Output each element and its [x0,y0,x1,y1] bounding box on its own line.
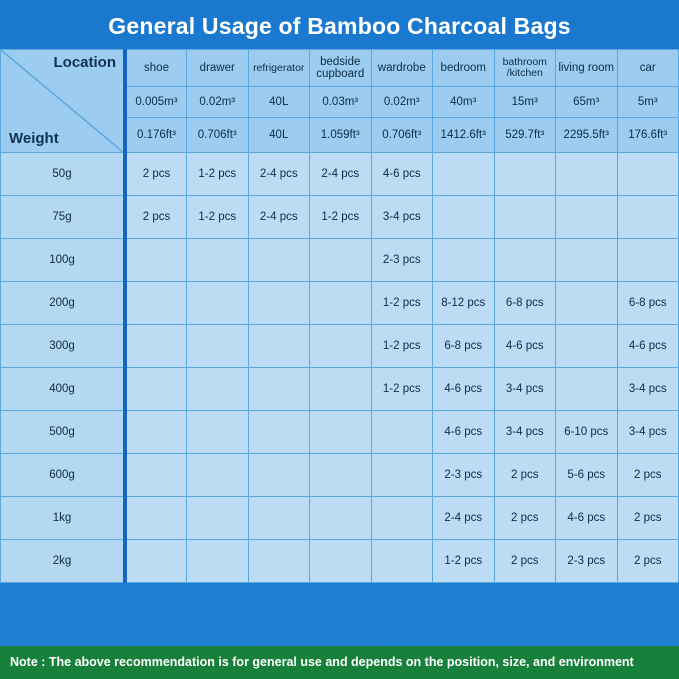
cell-1kg-refrigerator [248,497,310,540]
cell-100g-car [617,239,679,282]
cell-400g-wardrobe: 1-2 pcs [371,368,433,411]
cell-600g-refrigerator [248,454,310,497]
row-weight-500g: 500g [1,411,126,454]
column-header-shoe: shoe [125,50,187,87]
cell-2kg-car: 2 pcs [617,540,679,583]
column-volume-imperial-living-room: 2295.5ft³ [556,118,618,153]
cell-1kg-drawer [187,497,249,540]
cell-300g-refrigerator [248,325,310,368]
cell-500g-bedroom: 4-6 pcs [433,411,495,454]
cell-2kg-shoe [125,540,187,583]
column-volume-metric-wardrobe: 0.02m³ [371,87,433,118]
column-volume-metric-shoe: 0.005m³ [125,87,187,118]
table-row [1,196,679,239]
column-volume-metric-refrigerator: 40L [248,87,310,118]
cell-500g-shoe [125,411,187,454]
cell-600g-wardrobe [371,454,433,497]
table-row [1,540,679,583]
cell-1kg-bedroom: 2-4 pcs [433,497,495,540]
cell-100g-wardrobe: 2-3 pcs [371,239,433,282]
column-header-bathroom-kitchen: bathroom /kitchen [494,50,556,87]
cell-200g-bedside-cupboard [310,282,372,325]
cell-400g-drawer [187,368,249,411]
cell-600g-bathroom-kitchen: 2 pcs [494,454,556,497]
cell-600g-living-room: 5-6 pcs [556,454,618,497]
column-volume-imperial-wardrobe: 0.706ft³ [371,118,433,153]
column-header-bedside-cupboard: bedside cupboard [310,50,372,87]
cell-75g-bathroom-kitchen [494,196,556,239]
cell-75g-car [617,196,679,239]
cell-2kg-wardrobe [371,540,433,583]
cell-200g-refrigerator [248,282,310,325]
cell-50g-car [617,153,679,196]
cell-400g-car: 3-4 pcs [617,368,679,411]
cell-100g-bedside-cupboard [310,239,372,282]
cell-600g-bedroom: 2-3 pcs [433,454,495,497]
cell-400g-bedroom: 4-6 pcs [433,368,495,411]
column-volume-imperial-car: 176.6ft³ [617,118,679,153]
column-volume-metric-bedside-cupboard: 0.03m³ [310,87,372,118]
cell-300g-car: 4-6 pcs [617,325,679,368]
weight-label: Weight [9,130,59,148]
cell-50g-bedroom [433,153,495,196]
row-weight-1kg: 1kg [1,497,126,540]
cell-300g-drawer [187,325,249,368]
cell-500g-refrigerator [248,411,310,454]
corner-cell [1,50,126,153]
cell-100g-bedroom [433,239,495,282]
table-row [1,368,679,411]
cell-50g-living-room [556,153,618,196]
cell-600g-car: 2 pcs [617,454,679,497]
row-weight-75g: 75g [1,196,126,239]
cell-300g-bathroom-kitchen: 4-6 pcs [494,325,556,368]
cell-200g-shoe [125,282,187,325]
cell-500g-bedside-cupboard [310,411,372,454]
cell-50g-bedside-cupboard: 2-4 pcs [310,153,372,196]
column-volume-metric-bedroom: 40m³ [433,87,495,118]
row-weight-100g: 100g [1,239,126,282]
column-volume-imperial-bedroom: 1412.6ft³ [433,118,495,153]
cell-2kg-living-room: 2-3 pcs [556,540,618,583]
cell-600g-shoe [125,454,187,497]
page-title: General Usage of Bamboo Charcoal Bags [108,13,571,39]
row-weight-200g: 200g [1,282,126,325]
cell-200g-bathroom-kitchen: 6-8 pcs [494,282,556,325]
cell-500g-living-room: 6-10 pcs [556,411,618,454]
header-row-names [1,50,679,87]
cell-75g-shoe: 2 pcs [125,196,187,239]
row-weight-600g: 600g [1,454,126,497]
cell-50g-shoe: 2 pcs [125,153,187,196]
cell-100g-drawer [187,239,249,282]
cell-600g-bedside-cupboard [310,454,372,497]
column-volume-metric-bathroom-kitchen: 15m³ [494,87,556,118]
table-row [1,239,679,282]
cell-50g-wardrobe: 4-6 pcs [371,153,433,196]
cell-500g-bathroom-kitchen: 3-4 pcs [494,411,556,454]
column-header-bedroom: bedroom [433,50,495,87]
cell-1kg-wardrobe [371,497,433,540]
cell-300g-wardrobe: 1-2 pcs [371,325,433,368]
column-header-car: car [617,50,679,87]
row-weight-400g: 400g [1,368,126,411]
column-header-drawer: drawer [187,50,249,87]
column-header-wardrobe: wardrobe [371,50,433,87]
table-header [1,50,679,153]
cell-100g-shoe [125,239,187,282]
cell-75g-wardrobe: 3-4 pcs [371,196,433,239]
cell-200g-living-room [556,282,618,325]
row-weight-2kg: 2kg [1,540,126,583]
row-weight-300g: 300g [1,325,126,368]
column-volume-metric-car: 5m³ [617,87,679,118]
cell-200g-drawer [187,282,249,325]
cell-1kg-bedside-cupboard [310,497,372,540]
cell-400g-bedside-cupboard [310,368,372,411]
cell-2kg-bathroom-kitchen: 2 pcs [494,540,556,583]
column-header-living-room: living room [556,50,618,87]
cell-50g-drawer: 1-2 pcs [187,153,249,196]
cell-75g-bedroom [433,196,495,239]
cell-300g-bedside-cupboard [310,325,372,368]
cell-75g-drawer: 1-2 pcs [187,196,249,239]
cell-400g-bathroom-kitchen: 3-4 pcs [494,368,556,411]
cell-2kg-bedside-cupboard [310,540,372,583]
cell-100g-refrigerator [248,239,310,282]
cell-50g-refrigerator: 2-4 pcs [248,153,310,196]
cell-500g-wardrobe [371,411,433,454]
column-volume-imperial-drawer: 0.706ft³ [187,118,249,153]
column-volume-imperial-refrigerator: 40L [248,118,310,153]
row-weight-50g: 50g [1,153,126,196]
cell-300g-living-room [556,325,618,368]
footer-note: Note : The above recommendation is for general use and depends on the position, size, and environment [0,646,679,679]
cell-2kg-drawer [187,540,249,583]
cell-1kg-bathroom-kitchen: 2 pcs [494,497,556,540]
table-row [1,454,679,497]
cell-1kg-shoe [125,497,187,540]
table-body [1,153,679,583]
cell-500g-drawer [187,411,249,454]
cell-2kg-refrigerator [248,540,310,583]
cell-400g-refrigerator [248,368,310,411]
table-row [1,497,679,540]
cell-1kg-car: 2 pcs [617,497,679,540]
cell-400g-shoe [125,368,187,411]
column-volume-metric-living-room: 65m³ [556,87,618,118]
cell-300g-shoe [125,325,187,368]
cell-2kg-bedroom: 1-2 pcs [433,540,495,583]
cell-75g-refrigerator: 2-4 pcs [248,196,310,239]
cell-1kg-living-room: 4-6 pcs [556,497,618,540]
cell-300g-bedroom: 6-8 pcs [433,325,495,368]
usage-table [0,49,679,583]
cell-500g-car: 3-4 pcs [617,411,679,454]
table-row [1,325,679,368]
column-volume-imperial-bathroom-kitchen: 529.7ft³ [494,118,556,153]
cell-100g-bathroom-kitchen [494,239,556,282]
cell-400g-living-room [556,368,618,411]
table-row [1,153,679,196]
column-volume-imperial-bedside-cupboard: 1.059ft³ [310,118,372,153]
table-row [1,282,679,325]
location-label: Location [53,54,116,72]
column-volume-metric-drawer: 0.02m³ [187,87,249,118]
cell-50g-bathroom-kitchen [494,153,556,196]
cell-100g-living-room [556,239,618,282]
table-row [1,411,679,454]
column-volume-imperial-shoe: 0.176ft³ [125,118,187,153]
cell-200g-bedroom: 8-12 pcs [433,282,495,325]
cell-200g-wardrobe: 1-2 pcs [371,282,433,325]
cell-75g-bedside-cupboard: 1-2 pcs [310,196,372,239]
cell-600g-drawer [187,454,249,497]
column-header-refrigerator: refrigerator [248,50,310,87]
cell-200g-car: 6-8 pcs [617,282,679,325]
cell-75g-living-room [556,196,618,239]
